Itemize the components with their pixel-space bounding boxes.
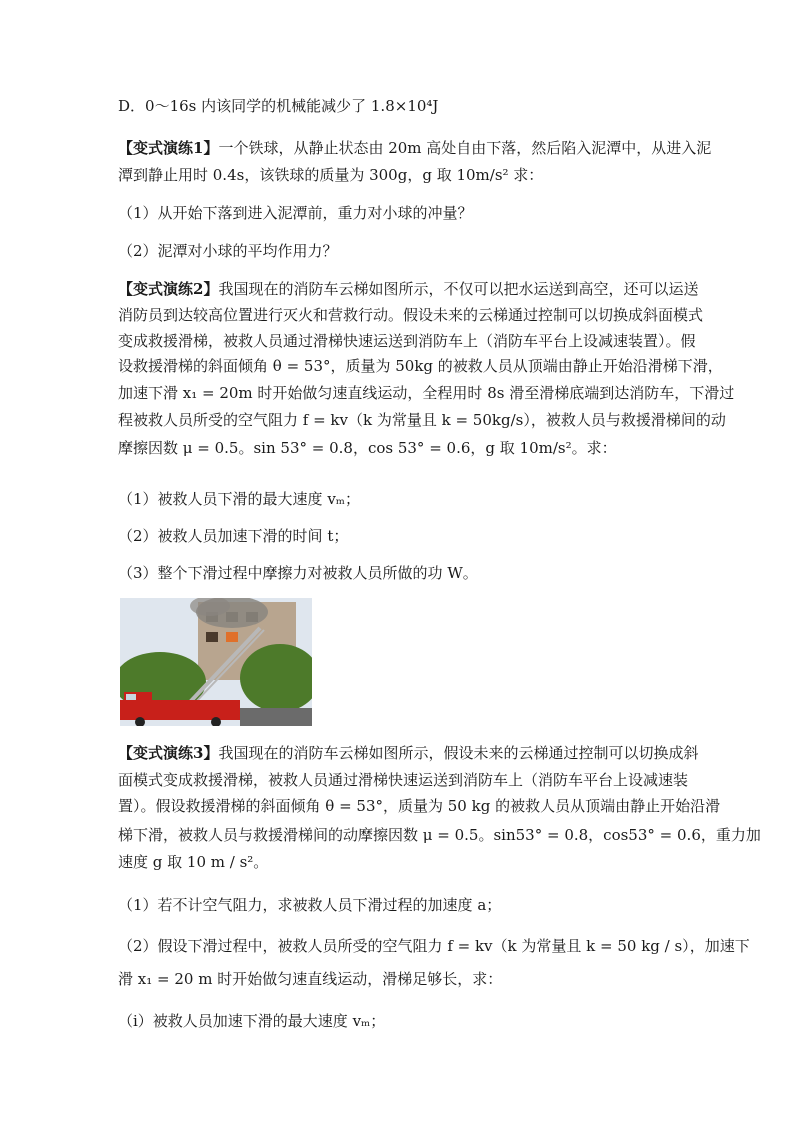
exercise-3-line-1: 【变式演练3】我国现在的消防车云梯如图所示，假设未来的云梯通过控制可以切换成斜 bbox=[118, 744, 699, 762]
exercise-3-line-3: 置）。假设救援滑梯的斜面倾角 θ = 53°，质量为 50 kg 的被救人员从顶端由静止开始沿滑 bbox=[118, 797, 721, 815]
exercise-1-line-2: 潭到静止用时 0.4s，该铁球的质量为 300g，g 取 10m/s² 求： bbox=[118, 166, 544, 184]
exercise-2-question-3: （3）整个下滑过程中摩擦力对被救人员所做的功 W。 bbox=[118, 564, 478, 582]
exercise-1-question-1: （1）从开始下落到进入泥潭前，重力对小球的冲量？ bbox=[118, 204, 473, 222]
photo-window bbox=[206, 632, 218, 642]
exercise-2-line-6: 程被救人员所受的空气阻力 f = kv（k 为常量且 k = 50kg/s），被救人员与救援滑梯间的动 bbox=[118, 411, 726, 429]
exercise-3-line-2: 面模式变成救援滑梯，被救人员通过滑梯快速运送到消防车上（消防车平台上设减速装 bbox=[118, 771, 689, 789]
exercise-2-line-1: 【变式演练2】我国现在的消防车云梯如图所示，不仅可以把水运送到高空，还可以运送 bbox=[118, 280, 699, 298]
exercise-3-line-5: 速度 g 取 10 m / s²。 bbox=[118, 853, 269, 871]
exercise-1-line-1: 【变式演练1】一个铁球，从静止状态由 20m 高处自由下落，然后陷入泥潭中，从进入泥 bbox=[118, 139, 712, 157]
exercise-2-line-5: 加速下滑 x₁ = 20m 时开始做匀速直线运动，全程用时 8s 滑至滑梯底端到达消防车，下滑过 bbox=[118, 384, 735, 402]
exercise-2-line-7: 摩擦因数 μ = 0.5。sin 53° = 0.8，cos 53° = 0.6，g 取 10m/s²。求： bbox=[118, 439, 617, 457]
exercise-3-question-2-sub-i: （i）被救人员加速下滑的最大速度 vₘ； bbox=[118, 1012, 386, 1030]
exercise-3-question-2-line-1: （2）假设下滑过程中，被救人员所受的空气阻力 f = kv（k 为常量且 k = 50 kg / s），加速下 bbox=[118, 937, 750, 955]
exercise-2-label: 【变式演练2】 bbox=[118, 280, 219, 298]
exercise-2-line-2: 消防员到达较高位置进行灭火和营救行动。假设未来的云梯通过控制可以切换成斜面模式 bbox=[118, 306, 704, 324]
exercise-2-question-2: （2）被救人员加速下滑的时间 t； bbox=[118, 527, 349, 545]
exercise-2-line-4: 设救援滑梯的斜面倾角 θ = 53°，质量为 50kg 的被救人员从顶端由静止开始沿滑梯下滑， bbox=[118, 357, 723, 375]
photo-truck-window bbox=[126, 694, 136, 700]
exercise-3-label: 【变式演练3】 bbox=[118, 744, 219, 762]
exercise-3-question-2-line-2: 滑 x₁ = 20 m 时开始做匀速直线运动，滑梯足够长，求： bbox=[118, 970, 503, 988]
option-d: D．0～16s 内该同学的机械能减少了 1.8×10⁴J bbox=[118, 97, 439, 115]
photo-ground bbox=[240, 708, 312, 726]
fire-truck-ladder-photo bbox=[120, 598, 312, 726]
exercise-1-question-2: （2）泥潭对小球的平均作用力？ bbox=[118, 242, 338, 260]
photo-window-fire bbox=[226, 632, 238, 642]
exercise-3-question-1: （1）若不计空气阻力，求被救人员下滑过程的加速度 a； bbox=[118, 896, 502, 914]
exercise-3-line-4: 梯下滑，被救人员与救援滑梯间的动摩擦因数 μ = 0.5。sin53° = 0.8，cos53° = 0.6，重力加 bbox=[118, 826, 761, 844]
exercise-1-label: 【变式演练1】 bbox=[118, 139, 219, 157]
exercise-2-question-1: （1）被救人员下滑的最大速度 vₘ； bbox=[118, 490, 360, 508]
exercise-2-line-3: 变成救援滑梯，被救人员通过滑梯快速运送到消防车上（消防车平台上设减速装置）。假 bbox=[118, 332, 696, 350]
